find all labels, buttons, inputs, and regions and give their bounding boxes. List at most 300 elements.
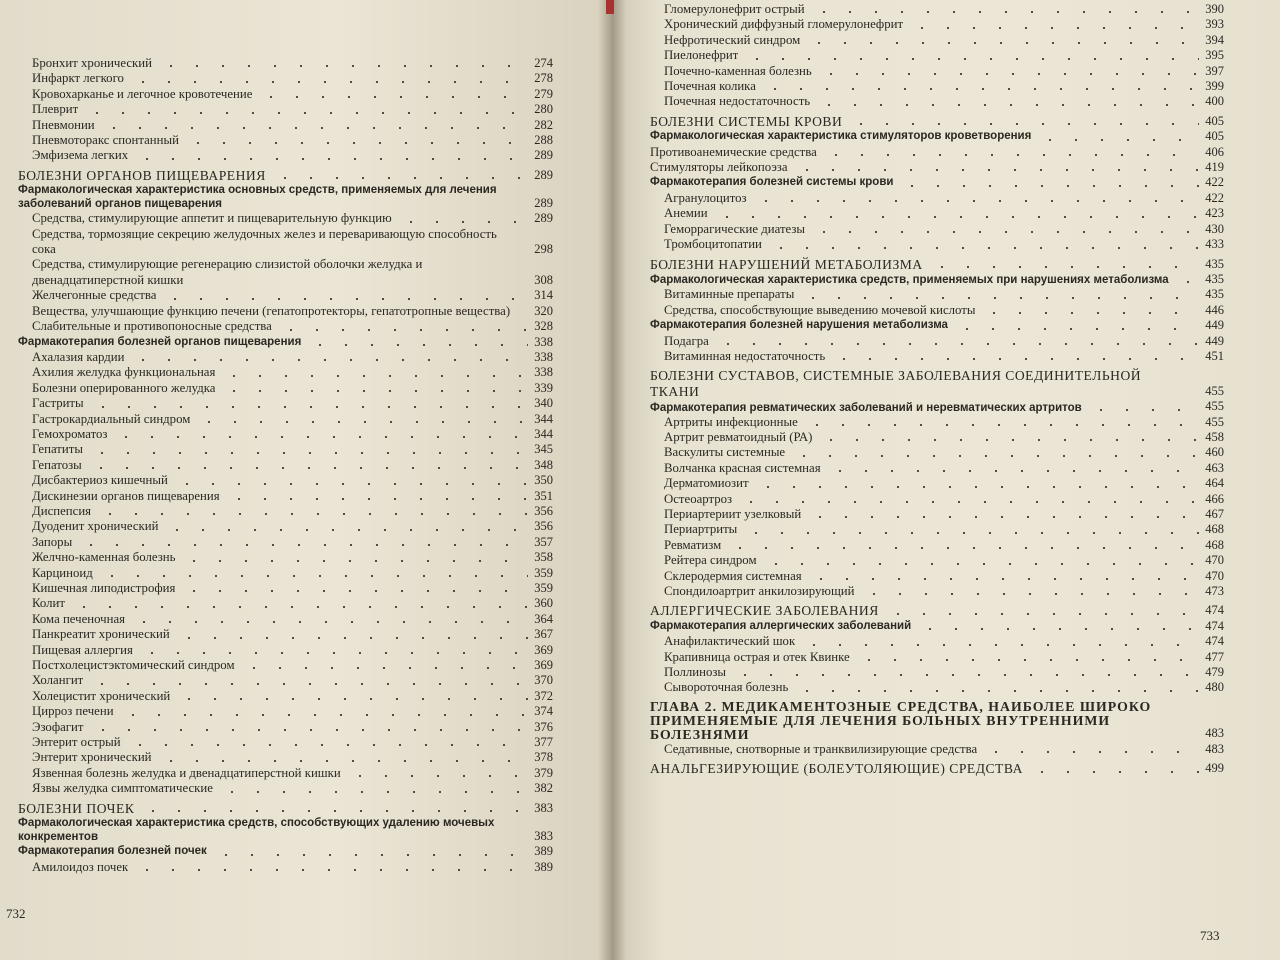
toc-entry-title: БОЛЕЗНИ СУСТАВОВ, СИСТЕМНЫЕ ЗАБОЛЕВАНИЯ СОЕДИНИТЕЛЬНОЙ ТКАНИ	[650, 368, 1142, 399]
toc-entry-page: 369	[534, 658, 553, 673]
toc-entry	[18, 643, 553, 658]
toc-entry-page: 474	[1205, 618, 1224, 633]
dot-leader	[768, 246, 1199, 250]
toc-entry	[18, 766, 553, 781]
toc-entry-page: 351	[534, 488, 553, 503]
toc-entry	[18, 627, 553, 642]
toc-entry-page: 473	[1205, 584, 1224, 599]
toc-entry-title: Панкреатит хронический	[32, 627, 170, 642]
toc-entry-page: 449	[1205, 318, 1224, 333]
dot-leader	[196, 420, 528, 424]
dot-leader	[127, 743, 529, 747]
toc-entry-title: Болезни оперированного желудка	[32, 380, 216, 395]
toc-entry-page: 458	[1205, 429, 1224, 444]
toc-entry-title: Кровохарканье и легочное кровотечение	[32, 86, 253, 101]
dot-leader	[140, 809, 528, 813]
toc-entry-title: Дисбактериоз кишечный	[32, 473, 168, 488]
toc-entry-title: Противоанемические средства	[650, 144, 817, 159]
right-page-number: 733	[1200, 928, 1220, 943]
dot-leader	[811, 10, 1200, 14]
toc-entry-page: 468	[1205, 537, 1224, 552]
toc-entry-page: 370	[534, 673, 553, 688]
toc-entry	[650, 634, 1224, 649]
toc-entry-page: 377	[534, 735, 553, 750]
toc-entry-title: Фармакологическая характеристика основных средств, применяемых для лечения заболеваний органов пищеварения	[18, 184, 497, 211]
toc-entry-page: 289	[534, 148, 553, 163]
toc-entry-page: 372	[534, 688, 553, 703]
dot-leader	[983, 750, 1199, 754]
dot-leader	[929, 265, 1200, 269]
toc-entry	[650, 415, 1224, 430]
toc-entry-page: 383	[534, 828, 553, 843]
dot-leader	[347, 774, 529, 778]
toc-entry	[18, 257, 553, 288]
toc-entry	[650, 17, 1224, 32]
toc-entry-title: Средства, способствующие выведению мочевой кислоты	[664, 302, 976, 317]
toc-entry-page: 288	[534, 133, 553, 148]
toc-entry-title: Гепатиты	[32, 442, 83, 457]
dot-leader	[158, 759, 529, 763]
toc-entry-page: 298	[534, 242, 553, 257]
toc-entry-title: Подагра	[664, 333, 709, 348]
toc-entry-page: 477	[1205, 649, 1224, 664]
toc-entry-page: 467	[1205, 507, 1224, 521]
toc-entry	[18, 860, 553, 875]
right-page	[612, 0, 1280, 960]
toc-entry-page: 400	[1205, 94, 1224, 109]
dot-leader	[811, 230, 1199, 234]
toc-entry	[18, 288, 553, 303]
toc-entry	[650, 334, 1224, 349]
toc-entry-page: 359	[534, 581, 553, 595]
dot-leader	[753, 199, 1200, 203]
toc-entry	[18, 612, 553, 627]
toc-entry-title: Гастрокардиальный синдром	[32, 411, 191, 426]
toc-entry-page: 357	[534, 534, 553, 549]
toc-entry-title: Почечная колика	[664, 79, 756, 94]
toc-entry-title: Фармакотерапия болезней системы крови	[650, 176, 894, 189]
toc-entry	[650, 2, 1224, 17]
dot-leader	[113, 435, 528, 439]
toc-entry-title: Кишечная липодистрофия	[32, 581, 176, 595]
toc-entry-title: Витаминные препараты	[664, 287, 795, 302]
toc-entry-page: 463	[1205, 460, 1224, 475]
toc-entry-title: Фармакологическая характеристика стимуляторов кроветворения	[650, 130, 1032, 143]
toc-entry-title: БОЛЕЗНИ ПОЧЕК	[18, 800, 135, 816]
toc-entry-title: Седативные, снотворные и транквилизирующие средства	[664, 741, 978, 756]
toc-entry-page: 383	[534, 800, 553, 815]
dot-leader	[744, 57, 1199, 61]
toc-entry-title: Ахалазия кардии	[32, 349, 125, 364]
toc-entry-title: Запоры	[32, 534, 73, 549]
dot-leader	[954, 327, 1199, 331]
toc-entry	[18, 801, 553, 816]
dot-leader	[1029, 770, 1199, 774]
toc-entry-title: Кома печеночная	[32, 611, 126, 626]
toc-entry-page: 390	[1205, 2, 1224, 16]
toc-entry-page: 394	[1205, 32, 1224, 47]
dot-leader	[791, 454, 1199, 458]
dot-leader	[258, 95, 528, 99]
toc-entry	[18, 87, 553, 102]
dot-leader	[801, 643, 1199, 647]
toc-entry-page: 280	[534, 102, 553, 117]
dot-leader	[213, 853, 528, 857]
toc-entry-page: 455	[1205, 383, 1224, 398]
toc-entry-title: Дерматомиозит	[664, 476, 749, 491]
toc-entry	[650, 368, 1224, 399]
toc-entry-page: 278	[534, 71, 553, 86]
toc-entry-title: Крапивница острая и отек Квинке	[664, 649, 850, 664]
toc-entry	[650, 237, 1224, 252]
toc-entry-page: 483	[1205, 726, 1224, 741]
toc-entry	[650, 476, 1224, 491]
toc-entry-page: 358	[534, 550, 553, 565]
dot-leader	[226, 497, 529, 501]
toc-entry-page: 464	[1205, 476, 1224, 491]
dot-leader	[727, 546, 1199, 550]
dot-leader	[134, 157, 528, 161]
toc-entry-title: БОЛЕЗНИ НАРУШЕНИЙ МЕТАБОЛИЗМА	[650, 256, 923, 272]
toc-entry-page: 279	[534, 86, 553, 101]
dot-leader	[278, 328, 528, 332]
toc-entry-page: 289	[534, 211, 553, 226]
toc-entry	[650, 538, 1224, 553]
left-page-number: 732	[6, 906, 26, 921]
toc-entry-title: Желчно-каменная болезнь	[32, 550, 176, 565]
dot-leader	[917, 627, 1199, 631]
toc-entry	[18, 319, 553, 334]
toc-entry-title: Гломерулонефрит острый	[664, 2, 805, 16]
toc-entry	[650, 64, 1224, 79]
toc-entry	[650, 761, 1224, 776]
dot-leader	[807, 515, 1199, 519]
toc-entry	[18, 735, 553, 750]
toc-entry-title: Нефротический синдром	[664, 32, 801, 47]
toc-entry-page: 314	[534, 288, 553, 303]
toc-entry-title: Фармакотерапия ревматических заболеваний и неревматических артритов	[650, 401, 1082, 414]
toc-entry-title: Тромбоцитопатии	[664, 237, 762, 252]
toc-entry-page: 356	[534, 519, 553, 534]
dot-leader	[398, 220, 529, 224]
toc-entry-title: Гастриты	[32, 396, 84, 411]
toc-entry	[18, 566, 553, 581]
toc-entry-title: Пищевая аллергия	[32, 642, 133, 657]
dot-leader	[307, 343, 528, 347]
toc-entry-title: Энтерит острый	[32, 735, 121, 750]
toc-entry-title: Пневмонии	[32, 117, 95, 132]
toc-entry	[18, 673, 553, 688]
dot-leader	[241, 666, 529, 670]
dot-leader	[120, 713, 529, 717]
dot-leader	[856, 658, 1200, 662]
toc-entry-title: Ревматизм	[664, 537, 722, 552]
toc-entry	[18, 581, 553, 596]
dot-leader	[272, 176, 528, 180]
left-page	[0, 0, 612, 960]
toc-entry	[650, 680, 1224, 695]
toc-entry-page: 449	[1205, 333, 1224, 348]
toc-entry	[650, 272, 1224, 287]
dot-leader	[794, 168, 1200, 172]
toc-entry	[18, 704, 553, 719]
dot-leader	[130, 80, 528, 84]
toc-entry-page: 405	[1205, 113, 1224, 128]
toc-entry-page: 399	[1205, 79, 1224, 94]
toc-entry	[650, 445, 1224, 460]
toc-entry-page: 460	[1205, 445, 1224, 460]
toc-entry	[650, 522, 1224, 537]
toc-entry-title: Холецистит хронический	[32, 688, 171, 703]
toc-entry-title: Остеоартроз	[664, 491, 733, 506]
toc-entry-title: Холангит	[32, 673, 84, 688]
toc-entry-page: 328	[534, 319, 553, 334]
toc-entry-page: 376	[534, 719, 553, 734]
toc-entry-title: Средства, стимулирующие регенерацию слизистой оболочки желудка и двенадцатиперстной кишки	[32, 257, 423, 287]
toc-entry-page: 435	[1205, 271, 1224, 286]
dot-leader	[755, 485, 1200, 489]
toc-entry-page: 389	[534, 844, 553, 859]
toc-entry	[18, 781, 553, 796]
dot-leader	[1175, 280, 1200, 284]
dot-leader	[97, 512, 528, 516]
toc-entry	[650, 507, 1224, 522]
toc-entry-title: ГЛАВА 2. МЕДИКАМЕНТОЗНЫЕ СРЕДСТВА, НАИБОЛЕЕ ШИРОКО ПРИМЕНЯЕМЫЕ ДЛЯ ЛЕЧЕНИЯ БОЛЬНЫХ ВНУТРЕННИМИ БОЛЕЗНЯМИ	[650, 699, 1152, 742]
toc-entry	[650, 584, 1224, 599]
dot-leader	[909, 26, 1199, 30]
dot-leader	[176, 697, 528, 701]
dot-leader	[516, 312, 528, 316]
toc-entry-title: Пневмоторакс спонтанный	[32, 133, 179, 148]
toc-entry	[18, 350, 553, 365]
toc-entry	[18, 102, 553, 117]
toc-entry-page: 282	[534, 117, 553, 132]
toc-entry-title: Фармакотерапия болезней почек	[18, 845, 207, 858]
toc-entry	[18, 71, 553, 86]
toc-entry	[18, 750, 553, 765]
dot-leader	[185, 141, 528, 145]
toc-entry	[18, 550, 553, 565]
dot-leader	[158, 64, 528, 68]
toc-entry-title: Анемии	[664, 206, 708, 221]
dot-leader	[800, 296, 1199, 300]
toc-entry-title: Постхолецистэктомический синдром	[32, 658, 235, 673]
toc-entry-page: 340	[534, 396, 553, 411]
toc-entry-page: 435	[1205, 256, 1224, 271]
toc-entry-title: Эзофагит	[32, 719, 84, 734]
dot-leader	[219, 790, 528, 794]
toc-entry	[650, 48, 1224, 63]
dot-leader	[738, 500, 1199, 504]
toc-entry-title: Желчегонные средства	[32, 288, 157, 303]
dot-leader	[714, 215, 1200, 219]
toc-entry-page: 338	[534, 349, 553, 364]
toc-entry-page: 451	[1205, 348, 1224, 363]
toc-entry	[650, 145, 1224, 160]
toc-entry	[18, 504, 553, 519]
toc-entry-title: Слабительные и противопоносные средства	[32, 319, 272, 334]
toc-entry-page: 397	[1205, 63, 1224, 78]
dot-leader	[743, 531, 1199, 535]
toc-entry-page: 395	[1205, 48, 1224, 63]
toc-entry-title: Пиелонефрит	[664, 48, 739, 63]
toc-entry	[18, 816, 553, 844]
toc-entry	[650, 79, 1224, 94]
toc-entry-title: Агранулоцитоз	[664, 190, 747, 205]
toc-entry	[650, 129, 1224, 144]
toc-entry	[650, 33, 1224, 48]
toc-entry-title: АНАЛЬГЕЗИРУЮЩИЕ (БОЛЕУТОЛЯЮЩИЕ) СРЕДСТВА	[650, 761, 1023, 777]
toc-entry-page: 289	[534, 195, 553, 210]
toc-entry	[650, 206, 1224, 221]
book-spine	[598, 0, 626, 960]
dot-leader	[848, 122, 1199, 126]
dot-leader	[808, 577, 1200, 581]
toc-entry-title: Фармакотерапия болезней органов пищеварения	[18, 335, 302, 348]
dot-leader	[84, 111, 528, 115]
toc-entry-page: 474	[1205, 603, 1224, 618]
toc-entry	[18, 596, 553, 611]
toc-entry-title: Плеврит	[32, 102, 79, 117]
dot-leader	[181, 589, 528, 593]
toc-entry-title: Фармакотерапия аллергических заболеваний	[650, 619, 912, 632]
dot-leader	[162, 297, 528, 301]
toc-entry-page: 274	[534, 56, 553, 70]
toc-entry-title: Бронхит хронический	[32, 56, 152, 70]
dot-leader	[134, 868, 528, 872]
toc-entry-title: Периартериит узелковый	[664, 507, 802, 521]
toc-entry-page: 350	[534, 473, 553, 488]
toc-entry-title: Фармакологическая характеристика средств, способствующих удалению мочевых конкрементов	[18, 817, 495, 844]
dot-leader	[90, 405, 529, 409]
toc-entry-title: Гемохроматоз	[32, 426, 108, 441]
dot-leader	[174, 482, 528, 486]
toc-entry	[650, 318, 1224, 333]
dot-leader	[885, 612, 1199, 616]
toc-entry	[650, 665, 1224, 680]
toc-entry	[650, 553, 1224, 568]
toc-entry-page: 470	[1205, 553, 1224, 568]
dot-leader	[715, 342, 1199, 346]
toc-entry-page: 419	[1205, 160, 1224, 175]
toc-entry	[18, 227, 553, 258]
toc-entry-page: 393	[1205, 17, 1224, 32]
toc-entry-page: 339	[534, 380, 553, 395]
toc-entry-page: 344	[534, 411, 553, 426]
dot-leader	[139, 651, 528, 655]
toc-entry	[18, 427, 553, 442]
toc-entry-title: Карциноид	[32, 565, 93, 580]
toc-entry-page: 356	[534, 503, 553, 518]
toc-entry-page: 405	[1205, 129, 1224, 144]
toc-entry	[18, 658, 553, 673]
toc-entry	[18, 168, 553, 183]
toc-entry	[650, 399, 1224, 414]
toc-entry	[650, 191, 1224, 206]
toc-entry-page: 435	[1205, 287, 1224, 302]
toc-entry-page: 379	[534, 765, 553, 780]
toc-entry	[18, 689, 553, 704]
toc-entry	[18, 519, 553, 534]
toc-entry	[18, 335, 553, 350]
dot-leader	[823, 153, 1199, 157]
dot-leader	[981, 311, 1199, 315]
toc-entry-page: 289	[534, 167, 553, 182]
toc-entry-title: Васкулиты системные	[664, 445, 786, 460]
toc-entry-title: Поллинозы	[664, 665, 726, 680]
toc-entry-title: Цирроз печени	[32, 704, 114, 719]
toc-entry-page: 423	[1205, 206, 1224, 221]
toc-entry-title: Эмфизема легких	[32, 148, 129, 163]
toc-entry-page: 468	[1205, 522, 1224, 537]
toc-entry	[18, 133, 553, 148]
toc-entry	[650, 650, 1224, 665]
toc-entry	[18, 211, 553, 226]
toc-entry-page: 480	[1205, 680, 1224, 695]
toc-entry-title: Сывороточная болезнь	[664, 680, 789, 695]
toc-entry	[18, 118, 553, 133]
toc-entry	[18, 396, 553, 411]
toc-entry-title: Склеродермия системная	[664, 568, 802, 583]
dot-leader	[816, 103, 1199, 107]
toc-entry	[650, 114, 1224, 129]
toc-entry-title: Рейтера синдром	[664, 553, 757, 568]
toc-entry	[650, 430, 1224, 445]
toc-entry-title: АЛЛЕРГИЧЕСКИЕ ЗАБОЛЕВАНИЯ	[650, 603, 879, 619]
toc-entry-page: 348	[534, 457, 553, 472]
toc-entry-title: Амилоидоз почек	[32, 859, 129, 874]
toc-entry-page: 369	[534, 642, 553, 657]
toc-entry-page: 422	[1205, 190, 1224, 205]
toc-entry-page: 338	[534, 334, 553, 349]
toc-entry	[18, 365, 553, 380]
toc-entry-page: 360	[534, 596, 553, 611]
toc-entry-title: Ахилия желудка функциональная	[32, 365, 216, 380]
toc-entry-page: 320	[534, 303, 553, 318]
toc-entry	[18, 458, 553, 473]
toc-entry	[650, 160, 1224, 175]
toc-entry-title: Почечная недостаточность	[664, 94, 811, 109]
toc-entry-title: Хронический диффузный гломерулонефрит	[664, 17, 904, 32]
toc-entry	[650, 303, 1224, 318]
dot-leader	[221, 389, 528, 393]
right-toc-column	[650, 2, 1224, 777]
dot-leader	[831, 357, 1199, 361]
dot-leader	[99, 574, 529, 578]
toc-entry-page: 466	[1205, 491, 1224, 506]
dot-leader	[221, 374, 528, 378]
toc-entry	[18, 442, 553, 457]
toc-entry-page: 367	[534, 627, 553, 642]
dot-leader	[899, 184, 1199, 188]
toc-entry-page: 455	[1205, 399, 1224, 414]
toc-entry	[18, 720, 553, 735]
toc-entry	[18, 844, 553, 859]
dot-leader	[78, 543, 528, 547]
dot-leader	[804, 423, 1199, 427]
dot-leader	[176, 636, 529, 640]
toc-entry-page: 359	[534, 565, 553, 580]
toc-entry-title: Вещества, улучшающие функцию печени (гепатопротекторы, гепатотропные вещества)	[32, 303, 511, 318]
toc-entry-title: Средства, тормозящие секрецию желудочных желез и переваривающую способность сока	[32, 226, 497, 257]
toc-entry	[650, 700, 1224, 742]
dot-leader	[90, 728, 529, 732]
toc-entry-title: Периартриты	[664, 522, 738, 537]
toc-entry-title: Стимуляторы лейкопоэза	[650, 160, 788, 175]
toc-entry-title: Инфаркт легкого	[32, 71, 124, 86]
toc-entry-page: 382	[534, 781, 553, 796]
toc-entry-page: 474	[1205, 634, 1224, 649]
